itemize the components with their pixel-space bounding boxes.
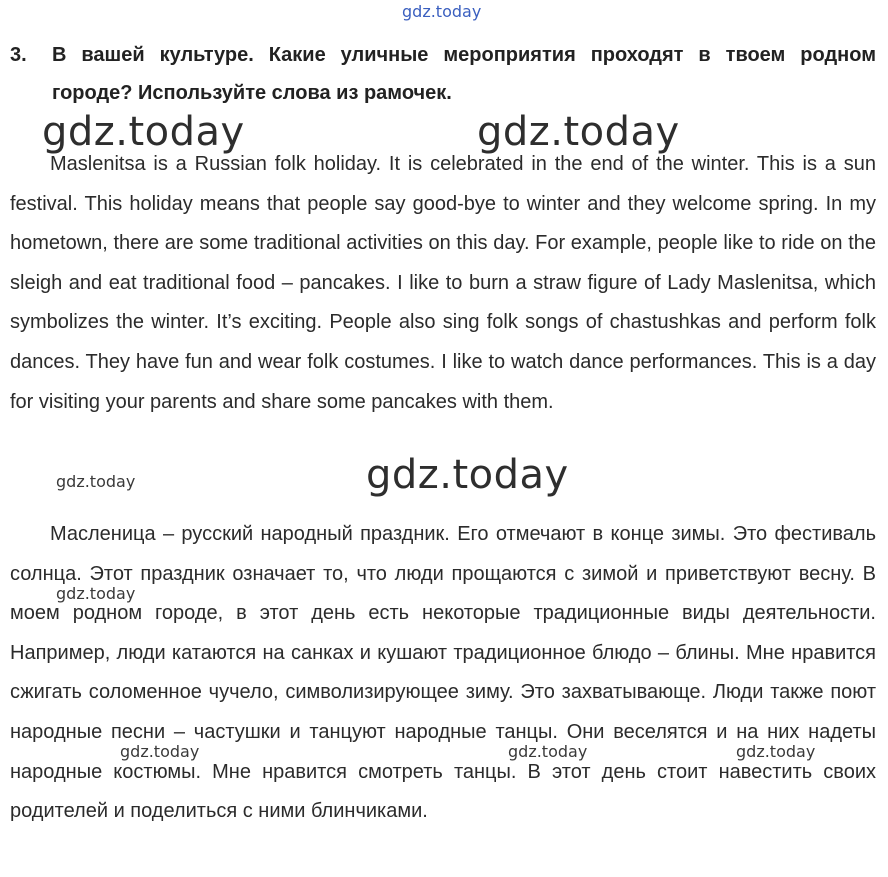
exercise-instruction: В вашей культуре. Какие уличные мероприятия проходят в твоем родном городе? Используйте слова из рамочек. <box>52 44 876 104</box>
watermark-top[interactable]: gdz.today <box>402 2 482 21</box>
exercise-number: 3. <box>10 44 27 66</box>
watermark-row-right: gdz.today <box>736 742 816 761</box>
watermark-large-center: gdz.today <box>366 452 569 498</box>
watermark-row-left: gdz.today <box>120 742 200 761</box>
answer-russian: Масленица – русский народный праздник. Его отмечают в конце зимы. Это фестиваль солнца. Этот праздник означает то, что люди прощаются с зимой и приветствуют весну. В моем родном городе, в этот день есть некоторые традиционные виды деятельности. Например, люди катаются на санках и кушают традиционное блюдо – блины. Мне нравится сжигать соломенное чучело, символизирующее зиму. Это захватывающе. Люди также поют народные песни – частушки и танцуют народные танцы. Они веселятся и на них надеты народные костюмы. Мне нравится смотреть танцы. В этот день стоит навестить своих родителей и поделиться с ними блинчиками. <box>10 523 876 823</box>
exercise-heading <box>10 36 876 112</box>
watermark-large-right: gdz.today <box>477 109 680 155</box>
watermark-row-center: gdz.today <box>508 742 588 761</box>
watermark-small-mid: gdz.today <box>56 584 136 603</box>
watermark-large-left: gdz.today <box>42 109 245 155</box>
watermark-small-left: gdz.today <box>56 472 136 491</box>
answer-english: Maslenitsa is a Russian folk holiday. It is celebrated in the end of the winter. This is a sun festival. This holiday means that people say good-bye to winter and they welcome spring. In my hometown, there are some traditional activities on this day. For example, people like to ride on the sleigh and eat traditional food – pancakes. I like to burn a straw figure of Lady Maslenitsa, which symbolizes the winter. It’s exciting. People also sing folk songs of chastushkas and perform folk dances. They have fun and wear folk costumes. I like to watch dance performances. This is a day for visiting your parents and share some pancakes with them. <box>10 153 876 413</box>
